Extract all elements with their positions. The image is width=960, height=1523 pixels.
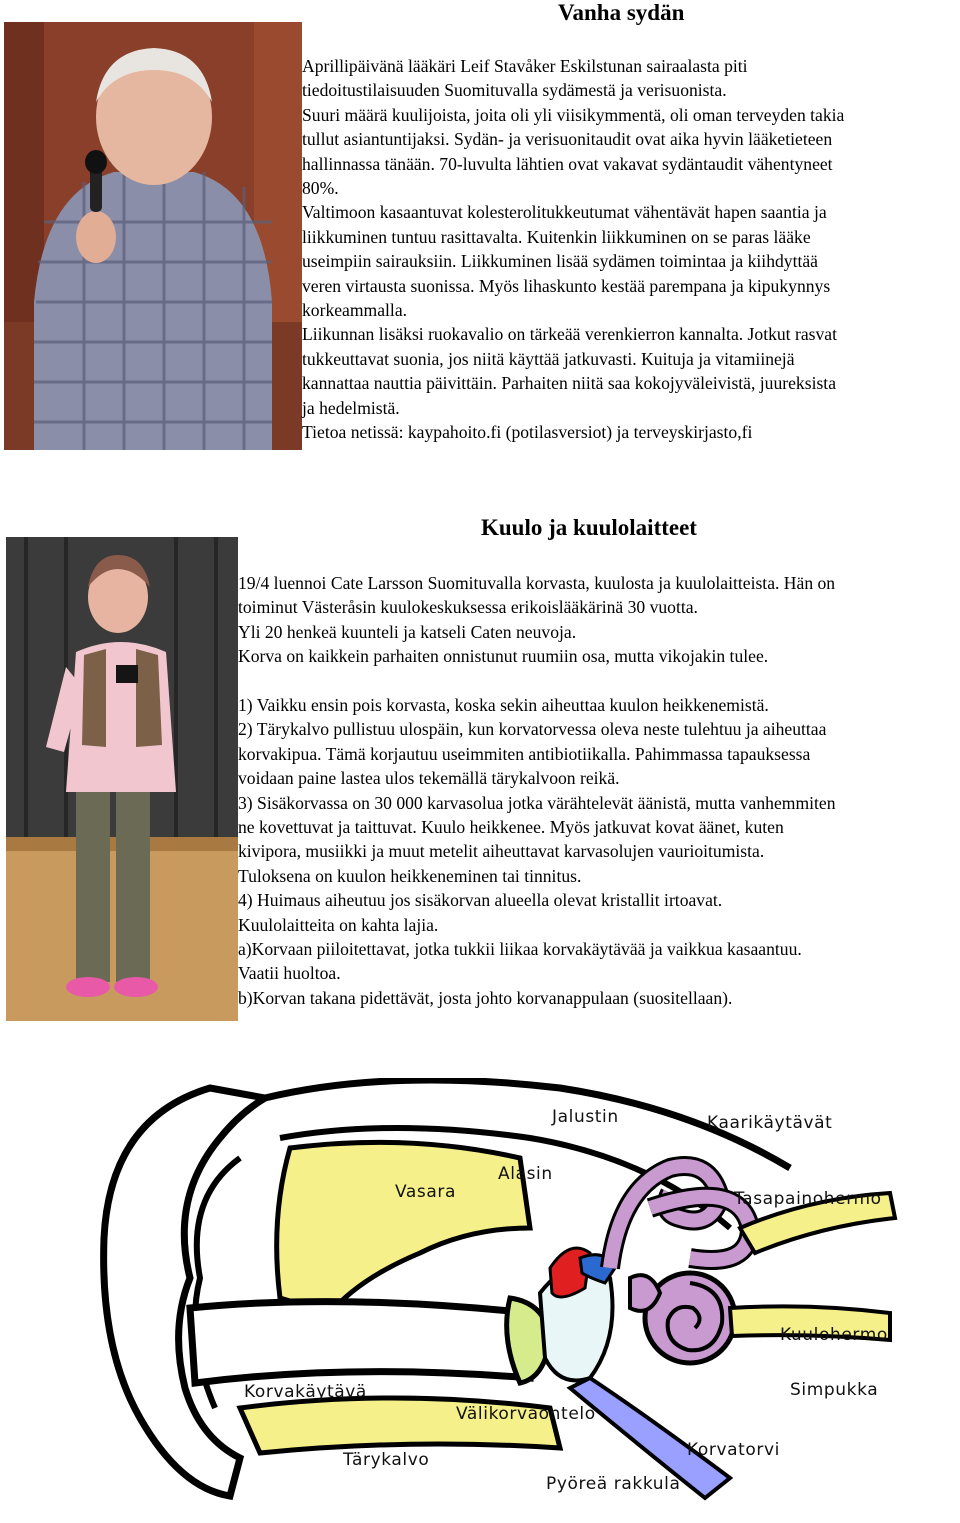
article2-title: Kuulo ja kuulolaitteet bbox=[481, 515, 697, 540]
label-korvakaytava: Korvakäytävä bbox=[244, 1382, 367, 1402]
article1-line: ja hedelmistä. bbox=[302, 397, 400, 418]
ear-canal bbox=[190, 1302, 530, 1383]
article1-line: tukkeuttavat suonia, jos niitä käyttää jatkuvasti. Kuituja ja vitamiinejä bbox=[302, 348, 795, 369]
label-alasin: Alasin bbox=[498, 1164, 553, 1184]
article2-line: toiminut Västeråsin kuulokeskuksessa erikoislääkärinä 30 vuotta. bbox=[238, 597, 698, 618]
article1-line: Aprillipäivänä lääkäri Leif Stavåker Eskilstunan sairaalasta piti bbox=[302, 56, 748, 76]
label-simpukka: Simpukka bbox=[790, 1380, 879, 1400]
label-jalustin: Jalustin bbox=[552, 1107, 619, 1127]
article1-line: veren virtausta suonissa. Myös lihaskunto kestää parempana ja kipukynnys bbox=[302, 275, 831, 296]
article1-title: Vanha sydän bbox=[558, 0, 685, 25]
article2-line: 4) Huimaus aiheutuu jos sisäkorvan alueella olevat kristallit irtoavat. bbox=[238, 890, 723, 911]
article1-line: liikkuminen tuntuu rasittavalta. Kuitenkin liikkuminen on se paras lääke bbox=[302, 226, 811, 247]
article2-line: korvakipua. Tämä korjautuu useimmiten antibiotiikalla. Pahimmassa tapauksessa bbox=[238, 743, 811, 764]
article2-line: kivipora, musiikki ja muut metelit aiheuttavat karvasolujen vaurioitumista. bbox=[238, 841, 765, 862]
article2-line: 19/4 luennoi Cate Larsson Suomituvalla korvasta, kuulosta ja kuulolaitteista. Hän on bbox=[238, 573, 836, 593]
article1-line: Valtimoon kasaantuvat kolesterolitukkeutumat vähentävät hapen saantia ja bbox=[302, 202, 827, 223]
inner-ear bbox=[610, 1166, 750, 1363]
article1-line: useimpiin sairauksiin. Liikkuminen lisää sydämen toimintaa ja kiihdyttää bbox=[302, 251, 818, 272]
article1-line: Liikunnan lisäksi ruokavalio on tärkeää verenkierron kannalta. Jotkut rasvat bbox=[302, 324, 837, 345]
label-korvatorvi: Korvatorvi bbox=[687, 1440, 781, 1460]
ear-anatomy-diagram bbox=[90, 1078, 920, 1518]
label-kuulohermo: Kuulohermo bbox=[780, 1325, 888, 1345]
article2-line: 1) Vaikku ensin pois korvasta, koska sekin aiheuttaa kuulon heikkenemistä. bbox=[238, 695, 769, 716]
article2-line: a)Korvaan piiloitettavat, jotka tukkii liikaa korvakäytävää ja vaikkua kasaantuu. bbox=[238, 939, 802, 960]
label-tarykalvo: Tärykalvo bbox=[343, 1450, 430, 1470]
label-kaarikaytavat: Kaarikäytävät bbox=[707, 1113, 833, 1133]
article2-line bbox=[238, 669, 960, 693]
label-vasara: Vasara bbox=[395, 1182, 457, 1202]
article1-line: hallinnassa tänään. 70-luvulta lähtien ovat vakavat sydäntaudit vähentyneet bbox=[302, 153, 833, 174]
speaker-photo-woman bbox=[6, 537, 238, 1021]
article2-line: ne kovettuvat ja taittuvat. Kuulo heikkenee. Myös jatkuvat kovat äänet, kuten bbox=[238, 817, 784, 838]
outer-ear-shape bbox=[104, 1088, 265, 1496]
article2-line: b)Korvan takana pidettävät, josta johto korvanappulaan (suositellaan). bbox=[238, 987, 733, 1008]
article1-line: korkeammalla. bbox=[302, 300, 408, 321]
article1-line: Suuri määrä kuulijoista, joita oli yli viisikymmentä, oli oman terveyden takia bbox=[302, 104, 845, 125]
article2-line: voidaan paine lastea ulos tekemällä tärykalvoon reikä. bbox=[238, 768, 620, 789]
article2-line: Korva on kaikkein parhaiten onnistunut ruumiin osa, mutta vikojakin tulee. bbox=[238, 646, 769, 667]
label-tasapainohermo: Tasapainohermo bbox=[734, 1189, 882, 1209]
article2-line: 2) Tärykalvo pullistuu ulospäin, kun korvatorvessa oleva neste tulehtuu ja aiheuttaa bbox=[238, 719, 827, 740]
article1-line: Tietoa netissä: kaypahoito.fi (potilasversiot) ja terveyskirjasto,fi bbox=[302, 422, 753, 443]
article2-line: Yli 20 henkeä kuunteli ja katseli Caten neuvoja. bbox=[238, 621, 577, 642]
bone-region bbox=[277, 1142, 530, 1313]
label-pyorea-rakkula: Pyöreä rakkula bbox=[546, 1474, 681, 1494]
article2-line: 3) Sisäkorvassa on 30 000 karvasolua jotka värähtelevät äänistä, mutta vanhemmiten bbox=[238, 792, 836, 813]
label-valikorvaontelo: Välikorvaontelo bbox=[456, 1404, 596, 1424]
speaker-photo-man bbox=[4, 22, 302, 450]
article2-text bbox=[238, 571, 960, 1010]
article1-line: kannattaa nauttia päivittäin. Parhaiten niitä saa kokojyväleivistä, juureksista bbox=[302, 373, 837, 394]
article2-line: Vaatii huoltoa. bbox=[238, 963, 341, 984]
article2-line: Tuloksena on kuulon heikkeneminen tai tinnitus. bbox=[238, 865, 582, 886]
article1-line: tiedoitustilaisuuden Suomituvalla sydämestä ja verisuonista. bbox=[302, 80, 727, 101]
article1-text bbox=[302, 54, 958, 445]
article2-line: Kuulolaitteita on kahta lajia. bbox=[238, 914, 439, 935]
article1-line: tullut asiantuntijaksi. Sydän- ja verisuonitaudit ovat aika hyvin lääketieteen bbox=[302, 129, 833, 150]
article1-line: 80%. bbox=[302, 178, 339, 199]
